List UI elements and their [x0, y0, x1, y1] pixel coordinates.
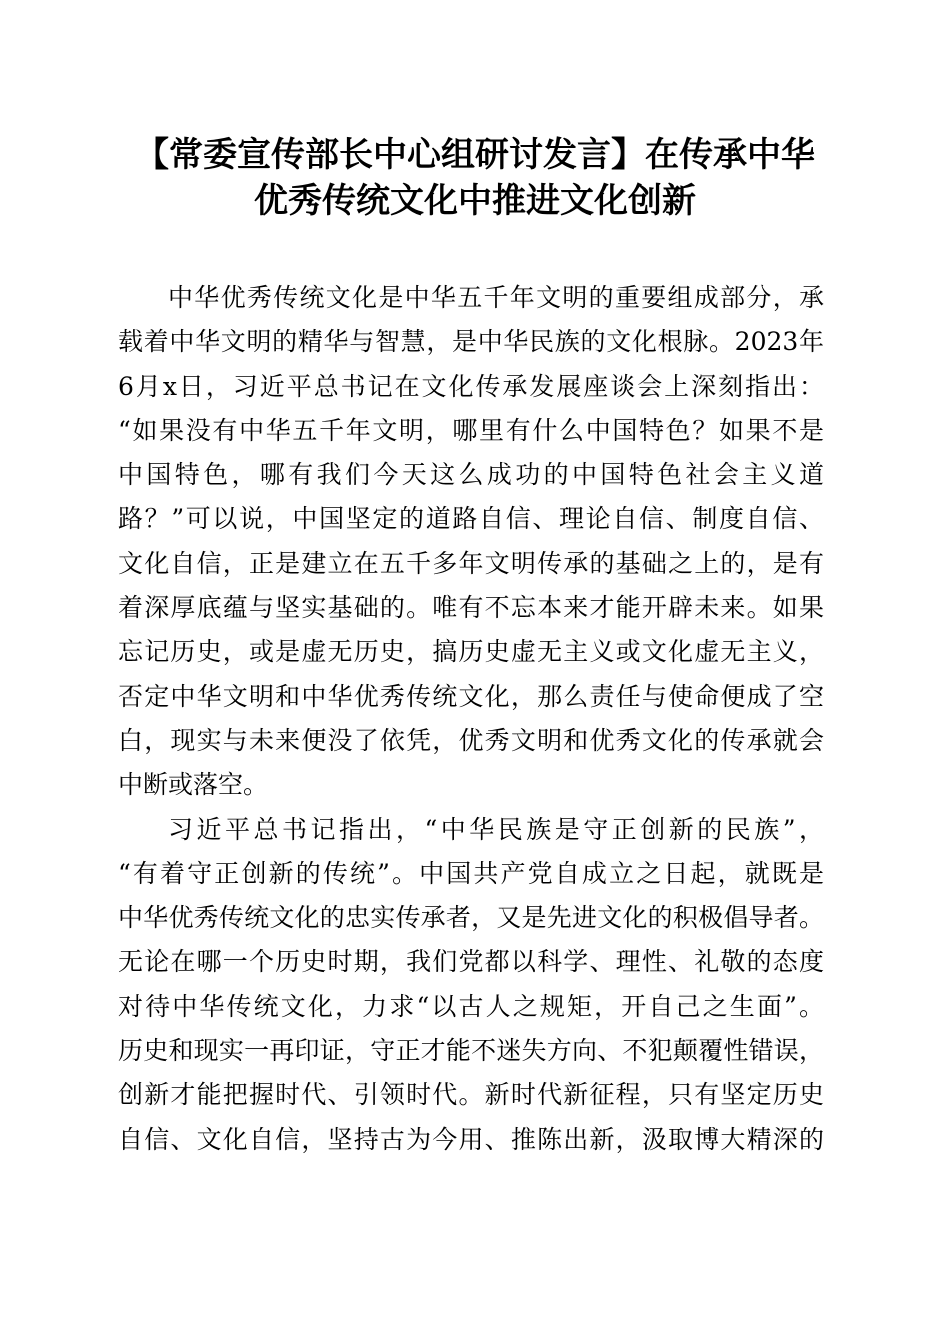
text-line: 创新才能把握时代、引领时代。新时代新征程，只有坚定历史: [118, 1080, 824, 1110]
text-line: 中华优秀传统文化是中华五千年文明的重要组成部分，承: [168, 283, 824, 312]
text-line: 载着中华文明的精华与智慧，是中华民族的文化根脉。2023年: [118, 327, 824, 357]
paragraph-2: [118, 808, 824, 1162]
text-line: 6月x日，习近平总书记在文化传承发展座谈会上深刻指出：: [118, 371, 824, 401]
text-line: 中华优秀传统文化的忠实传承者，又是先进文化的积极倡导者。: [118, 903, 824, 933]
text-line: 路？”可以说，中国坚定的道路自信、理论自信、制度自信、: [118, 504, 824, 534]
text-line: 中断或落空。: [118, 770, 269, 800]
text-line: 习近平总书记指出，“中华民族是守正创新的民族”，: [168, 814, 824, 844]
text-line: 中国特色，哪有我们今天这么成功的中国特色社会主义道: [118, 460, 824, 490]
text-line: 对待中华传统文化，力求“以古人之规矩，开自己之生面”。: [118, 991, 824, 1021]
text-line: 无论在哪一个历史时期，我们党都以科学、理性、礼敬的态度: [118, 947, 824, 977]
text-line: “如果没有中华五千年文明，哪里有什么中国特色？如果不是: [118, 415, 824, 445]
document-body: [118, 276, 824, 1162]
text-line: 自信、文化自信，坚持古为今用、推陈出新，汲取博大精深的: [118, 1124, 824, 1154]
text-line: 历史和现实一再印证，守正才能不迷失方向、不犯颠覆性错误，: [118, 1036, 824, 1066]
text-line: 着深厚底蕴与坚实基础的。唯有不忘本来才能开辟未来。如果: [118, 593, 824, 623]
document-title: [100, 132, 850, 224]
paragraph-1: [118, 276, 824, 808]
text-line: 忘记历史，或是虚无历史，搞历史虚无主义或文化虚无主义，: [118, 637, 824, 667]
text-line: “有着守正创新的传统”。中国共产党自成立之日起，就既是: [118, 858, 824, 888]
text-line: 否定中华文明和中华优秀传统文化，那么责任与使命便成了空: [118, 681, 824, 711]
title-line: 优秀传统文化中推进文化创新: [254, 181, 696, 221]
text-line: 文化自信，正是建立在五千多年文明传承的基础之上的，是有: [118, 548, 824, 578]
text-line: 白，现实与未来便没了依凭，优秀文明和优秀文化的传承就会: [118, 725, 824, 755]
title-line: 【常委宣传部长中心组研讨发言】在传承中华: [135, 135, 815, 175]
